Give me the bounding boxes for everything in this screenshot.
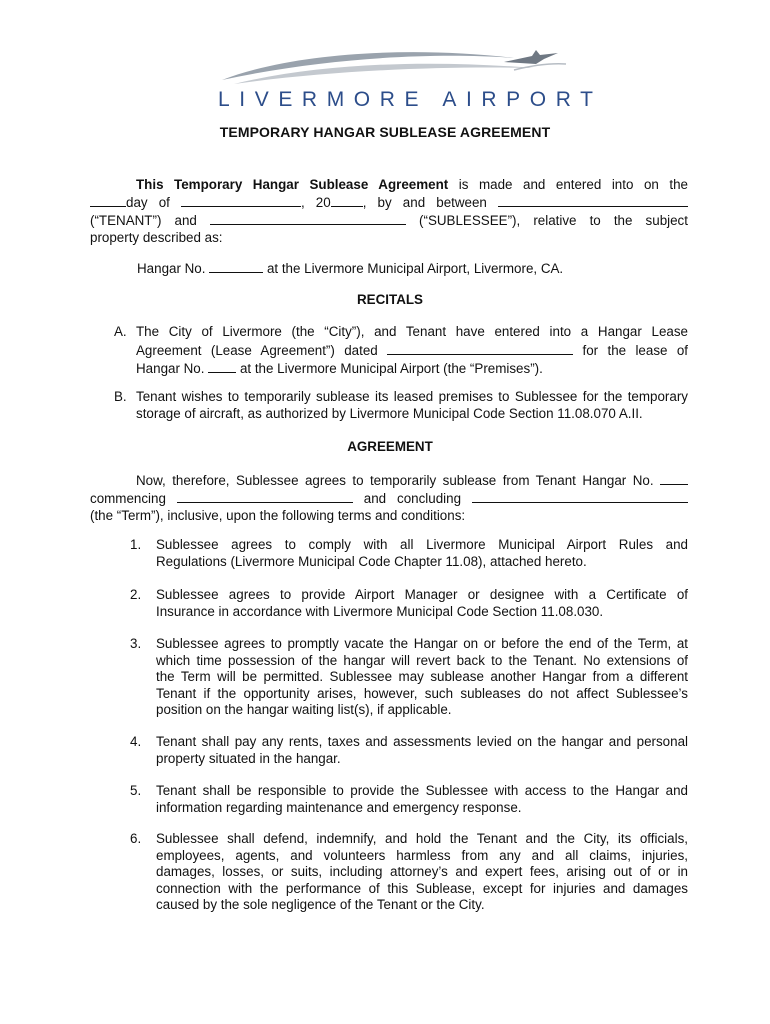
commencing-date-blank[interactable] <box>177 489 353 503</box>
recital-hangar-label: Hangar No. <box>136 361 205 376</box>
term-line: Tenant shall pay any rents, taxes and assessments levied on the hangar and personal <box>156 734 688 749</box>
hangar-line <box>137 259 563 277</box>
intro-line1-text: is made and entered into on the <box>458 177 688 192</box>
commencing-text: commencing <box>90 491 166 506</box>
term-line: property situated in the hangar. <box>156 750 341 766</box>
lease-date-blank[interactable] <box>387 341 573 355</box>
recitals-heading: RECITALS <box>357 292 423 307</box>
premises-text: at the Livermore Municipal Airport (the “Premises”). <box>239 361 543 376</box>
term-number: 5. <box>130 783 142 798</box>
term-line: Sublessee shall defend, indemnify, and hold the Tenant and the City, its officials, <box>156 831 688 846</box>
term-line: Tenant shall be responsible to provide the Sublessee with access to the Hangar and <box>156 783 688 798</box>
by-between-text: , by and between <box>362 195 487 210</box>
agreement-line1-text: Now, therefore, Sublessee agrees to temporarily sublease from Tenant Hangar No. <box>136 473 654 488</box>
agreement-line-1 <box>90 471 688 489</box>
term-line: employees, agents, and volunteers harmless from any and all claims, injuries, <box>156 847 688 863</box>
intro-line-2 <box>90 193 688 211</box>
airplane-swoosh-icon <box>214 44 574 90</box>
tenant-label-text: (“TENANT”) and <box>90 213 197 228</box>
term-line: position on the hangar waiting list(s), if applicable. <box>156 702 452 717</box>
term-line: the Term will be permitted. Sublessee may sublease another Hangar from a different <box>156 669 688 684</box>
month-blank[interactable] <box>181 193 301 207</box>
term-line: Insurance in accordance with Livermore Municipal Code Section 11.08.030. <box>156 603 604 619</box>
recital-b-label: B. <box>114 389 127 404</box>
for-lease-text: for the lease of <box>582 342 688 358</box>
agreement-heading: AGREEMENT <box>347 439 433 454</box>
term-number: 3. <box>130 636 142 651</box>
term-line: Sublessee agrees to provide Airport Manager or designee with a Certificate of <box>156 587 688 602</box>
day-blank[interactable] <box>90 193 126 207</box>
year-prefix-text: , 20 <box>300 195 331 210</box>
intro-paragraph <box>90 176 688 246</box>
intro-line-1 <box>90 176 688 193</box>
intro-line-4: property described as: <box>90 230 223 245</box>
agreement-hangar-blank[interactable] <box>660 471 688 485</box>
recital-a-line-2 <box>136 341 688 360</box>
hangar-location-text: at the Livermore Municipal Airport, Livermore, CA. <box>266 261 564 276</box>
day-of-text: day of <box>126 195 170 210</box>
year-blank[interactable] <box>331 193 363 207</box>
sublessee-name-blank[interactable] <box>210 211 406 225</box>
term-line: connection with the performance of this Sublease, except for injuries and damages <box>156 880 688 896</box>
concluding-text: and concluding <box>363 491 462 506</box>
agreement-line-2 <box>90 489 688 507</box>
term-number: 6. <box>130 831 142 846</box>
recital-b-line-2: storage of aircraft, as authorized by Livermore Municipal Code Section 11.08.070 A.II. <box>136 405 643 421</box>
hangar-no-blank[interactable] <box>209 259 263 273</box>
intro-lead-bold: This Temporary Hangar Sublease Agreement <box>136 177 449 192</box>
term-line: caused by the sole negligence of the Tenant or the City. <box>156 897 485 912</box>
agreement-paragraph <box>90 471 688 524</box>
term-number: 4. <box>130 734 142 749</box>
term-line: Tenant if the opportunity arises, however, such subleases do not affect Sublessee’s <box>156 685 688 701</box>
term-line: damages, losses, or suits, including attorney’s and expert fees, arising out of or in <box>156 864 688 879</box>
intro-line-3 <box>90 211 688 229</box>
livermore-airport-logo <box>214 44 603 111</box>
term-line: which time possession of the hangar will revert back to the Tenant. No extensions of <box>156 652 688 668</box>
recital-b-line-1: Tenant wishes to temporarily sublease its leased premises to Sublessee for the temporary <box>136 389 688 404</box>
term-number: 1. <box>130 537 142 552</box>
term-line: Sublessee agrees to comply with all Livermore Municipal Airport Rules and <box>156 537 688 552</box>
recital-a-line-3 <box>136 359 688 378</box>
term-line: Regulations (Livermore Municipal Code Chapter 11.08), attached hereto. <box>156 553 587 569</box>
agreement-line-3: (the “Term”), inclusive, upon the following terms and conditions: <box>90 508 466 523</box>
logo-wordmark: LIVERMORE AIRPORT <box>218 88 603 111</box>
term-line: Sublessee agrees to promptly vacate the Hangar on or before the end of the Term, at <box>156 636 688 651</box>
term-number: 2. <box>130 587 142 602</box>
recital-hangar-blank[interactable] <box>208 359 236 373</box>
document-title: TEMPORARY HANGAR SUBLEASE AGREEMENT <box>219 124 551 140</box>
term-line: information regarding maintenance and emergency response. <box>156 799 522 815</box>
hangar-no-label: Hangar No. <box>137 261 206 276</box>
tenant-name-blank[interactable] <box>498 193 688 207</box>
recital-a-label: A. <box>114 324 127 339</box>
concluding-date-blank[interactable] <box>472 489 688 503</box>
sublessee-label-text: (“SUBLESSEE”), relative to the subject <box>419 213 688 228</box>
lease-dated-text: Agreement (Lease Agreement”) dated <box>136 342 378 358</box>
recital-a-line-1: The City of Livermore (the “City”), and Tenant have entered into a Hangar Lease <box>136 324 688 339</box>
